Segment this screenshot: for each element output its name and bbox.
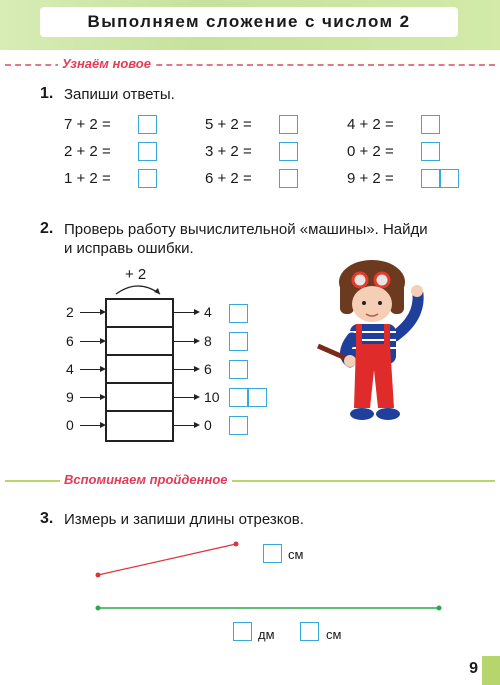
task3-text: Измерь и запиши длины отрезков. — [64, 511, 304, 528]
length-box-dm[interactable] — [233, 622, 252, 641]
equation: 4 + 2 = — [347, 116, 394, 133]
machine-input: 2 — [66, 304, 74, 320]
machine-output: 10 — [204, 389, 220, 405]
task1-text: Запиши ответы. — [64, 86, 175, 103]
unit-dm: дм — [258, 627, 275, 642]
length-box-cm[interactable] — [300, 622, 319, 641]
machine-input: 0 — [66, 417, 74, 433]
machine-input: 9 — [66, 389, 74, 405]
machine-output: 6 — [204, 361, 212, 377]
unit-cm: см — [288, 547, 304, 562]
machine-output: 8 — [204, 333, 212, 349]
machine-output: 0 — [204, 417, 212, 433]
page-edge-mark — [482, 656, 500, 685]
task2-text-line2: и исправь ошибки. — [64, 240, 194, 257]
task2-text-line1: Проверь работу вычислительной «машины». Найди — [64, 221, 428, 238]
equation: 9 + 2 = — [347, 170, 394, 187]
equation: 7 + 2 = — [64, 116, 111, 133]
section-label-new: Узнаём новое — [58, 56, 155, 72]
machine-output: 4 — [204, 304, 212, 320]
equation: 3 + 2 = — [205, 143, 252, 160]
equation: 6 + 2 = — [205, 170, 252, 187]
machine-input: 4 — [66, 361, 74, 377]
equation: 5 + 2 = — [205, 116, 252, 133]
page-title: Выполняем сложение с числом 2 — [87, 12, 411, 31]
task2-number: 2. — [40, 220, 54, 237]
page-number: 9 — [469, 660, 478, 677]
equation: 1 + 2 = — [64, 170, 111, 187]
equation: 2 + 2 = — [64, 143, 111, 160]
task1-number: 1. — [40, 85, 54, 102]
machine-operation: + 2 — [125, 266, 147, 283]
task3-number: 3. — [40, 510, 54, 527]
length-box-red[interactable] — [263, 544, 282, 563]
section-label-review: Вспоминаем пройденное — [60, 472, 232, 488]
equation: 0 + 2 = — [347, 143, 394, 160]
machine-input: 6 — [66, 333, 74, 349]
unit-cm: см — [326, 627, 342, 642]
